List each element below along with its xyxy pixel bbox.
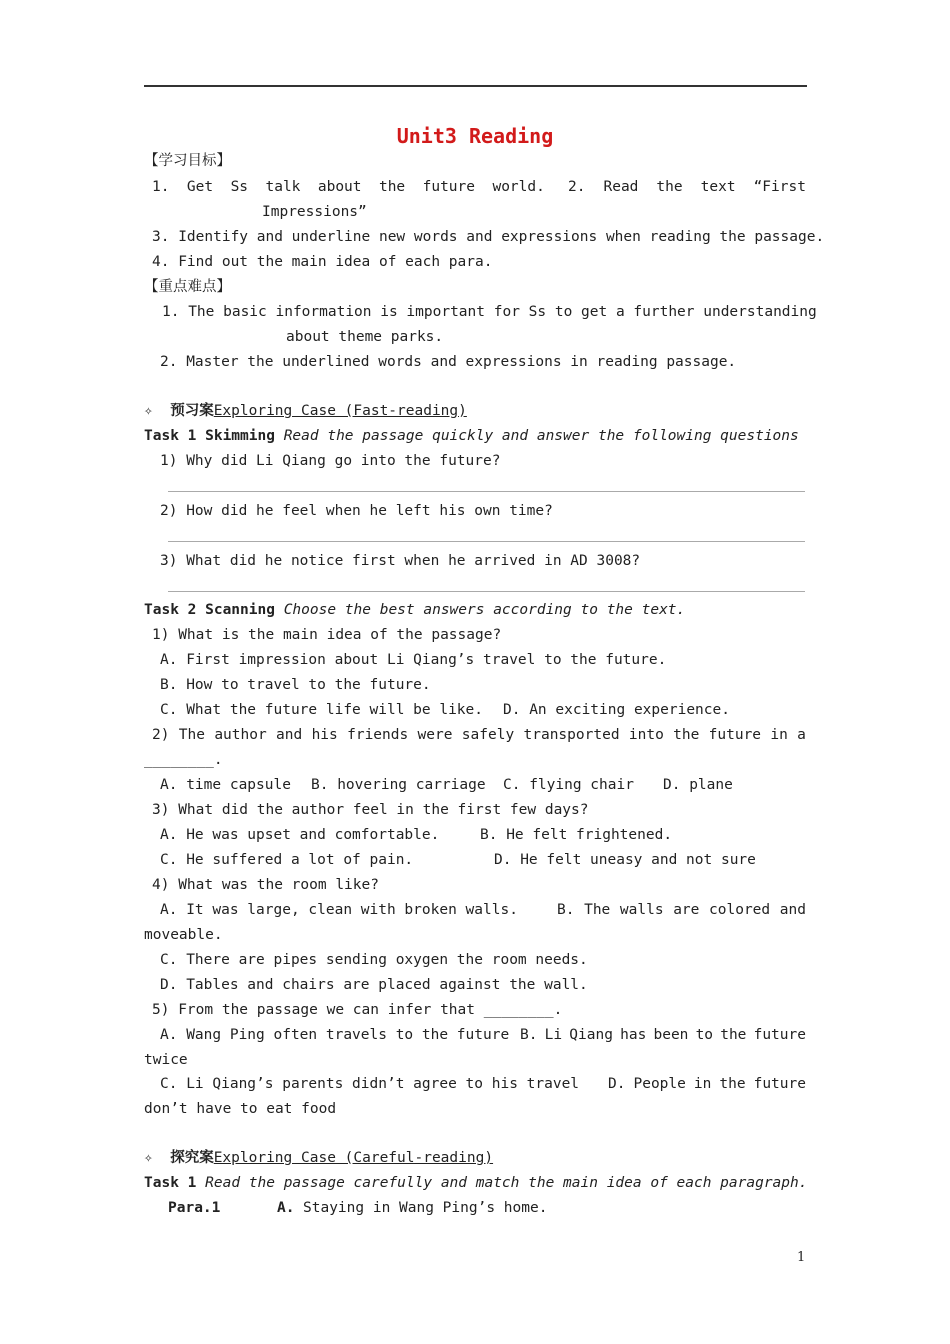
scan-question-5: 5) From the passage we can infer that ________. bbox=[152, 1002, 563, 1018]
q5-option-d: D. People in the future bbox=[608, 1076, 806, 1092]
q4-option-a: A. It was large, clean with broken walls. bbox=[160, 902, 518, 918]
q1-option-a: A. First impression about Li Qiang’s travel to the future. bbox=[160, 652, 667, 668]
q3-option-d: D. He felt uneasy and not sure bbox=[494, 852, 756, 868]
q1-option-d: D. An exciting experience. bbox=[503, 702, 730, 718]
section-en-label: Exploring Case (Fast-reading) bbox=[213, 403, 467, 419]
scan-question-3: 3) What did the author feel in the first few days? bbox=[152, 802, 589, 818]
scan-question-2: 2) The author and his friends were safely transported into the future in a bbox=[152, 727, 806, 743]
q5-option-b-cont: twice bbox=[144, 1052, 188, 1068]
task1-label: Task 1 Skimming bbox=[144, 428, 275, 444]
q5-option-c: C. Li Qiang’s parents didn’t agree to his travel bbox=[160, 1076, 580, 1092]
keypoint-1-cont: about theme parks. bbox=[286, 329, 444, 345]
q2-option-a: A. time capsule bbox=[160, 777, 291, 793]
q2-blank: ________. bbox=[144, 752, 223, 768]
match-option-a-letter: A. bbox=[277, 1200, 295, 1216]
q1-option-b: B. How to travel to the future. bbox=[160, 677, 431, 693]
objective-2: 2. Read the text “First bbox=[568, 179, 806, 195]
answer-line-1[interactable] bbox=[168, 491, 805, 492]
page-number: 1 bbox=[797, 1250, 806, 1265]
task2-label: Task 2 Scanning bbox=[144, 602, 275, 618]
q4-option-d: D. Tables and chairs are placed against the wall. bbox=[160, 977, 588, 993]
task1-instruction: Read the passage quickly and answer the following questions bbox=[283, 428, 799, 444]
section-en-label: Exploring Case (Careful-reading) bbox=[213, 1150, 494, 1166]
q5-option-b: B. Li Qiang has been to the future bbox=[520, 1027, 806, 1043]
q2-option-d: D. plane bbox=[663, 777, 733, 793]
scan-question-1: 1) What is the main idea of the passage? bbox=[152, 627, 502, 643]
section-fast-reading bbox=[144, 402, 467, 420]
q4-option-c: C. There are pipes sending oxygen the room needs. bbox=[160, 952, 588, 968]
keypoints-heading: 【重点难点】 bbox=[144, 279, 231, 295]
objective-3: 3. Identify and underline new words and expressions when reading the passage. bbox=[152, 229, 825, 245]
task3-line bbox=[144, 1174, 807, 1192]
task1-line bbox=[144, 427, 799, 445]
skim-question-1: 1) Why did Li Qiang go into the future? bbox=[160, 453, 501, 469]
q1-option-c: C. What the future life will be like. bbox=[160, 702, 484, 718]
q4-option-b: B. The walls are colored and bbox=[557, 902, 806, 918]
match-option-a: Staying in Wang Ping’s home. bbox=[303, 1200, 548, 1216]
objective-2-cont: Impressions” bbox=[262, 204, 367, 220]
task2-instruction: Choose the best answers according to the text. bbox=[283, 602, 686, 618]
q5-option-d-cont: don’t have to eat food bbox=[144, 1101, 337, 1117]
q3-option-b: B. He felt frightened. bbox=[480, 827, 673, 843]
objective-1: 1. Get Ss talk about the future world. bbox=[152, 179, 545, 195]
q5-option-a: A. Wang Ping often travels to the future bbox=[160, 1027, 510, 1043]
scan-question-4: 4) What was the room like? bbox=[152, 877, 379, 893]
objectives-heading: 【学习目标】 bbox=[144, 153, 231, 169]
section-careful-reading bbox=[144, 1149, 493, 1167]
section-cn-label: 探究案 bbox=[170, 1150, 214, 1166]
q3-option-a: A. He was upset and comfortable. bbox=[160, 827, 440, 843]
diamond-bullet-icon: ✧ bbox=[144, 403, 153, 419]
header-rule bbox=[144, 85, 807, 87]
para-label: Para.1 bbox=[168, 1200, 221, 1216]
answer-line-2[interactable] bbox=[168, 541, 805, 542]
q4-option-b-cont: moveable. bbox=[144, 927, 223, 943]
page-title: Unit3 Reading bbox=[396, 124, 554, 148]
task2-line bbox=[144, 601, 685, 619]
skim-question-3: 3) What did he notice first when he arrived in AD 3008? bbox=[160, 553, 641, 569]
task3-label: Task 1 bbox=[144, 1175, 197, 1191]
q3-option-c: C. He suffered a lot of pain. bbox=[160, 852, 414, 868]
keypoint-2: 2. Master the underlined words and expressions in reading passage. bbox=[160, 354, 737, 370]
skim-question-2: 2) How did he feel when he left his own time? bbox=[160, 503, 553, 519]
keypoint-1: 1. The basic information is important for Ss to get a further understanding bbox=[162, 304, 817, 320]
q2-option-b: B. hovering carriage bbox=[311, 777, 486, 793]
task3-instruction: Read the passage carefully and match the main idea of each paragraph. bbox=[205, 1175, 808, 1191]
answer-line-3[interactable] bbox=[168, 591, 805, 592]
section-cn-label: 预习案 bbox=[170, 403, 214, 419]
diamond-bullet-icon: ✧ bbox=[144, 1150, 153, 1166]
objective-4: 4. Find out the main idea of each para. bbox=[152, 254, 493, 270]
q2-option-c: C. flying chair bbox=[503, 777, 634, 793]
